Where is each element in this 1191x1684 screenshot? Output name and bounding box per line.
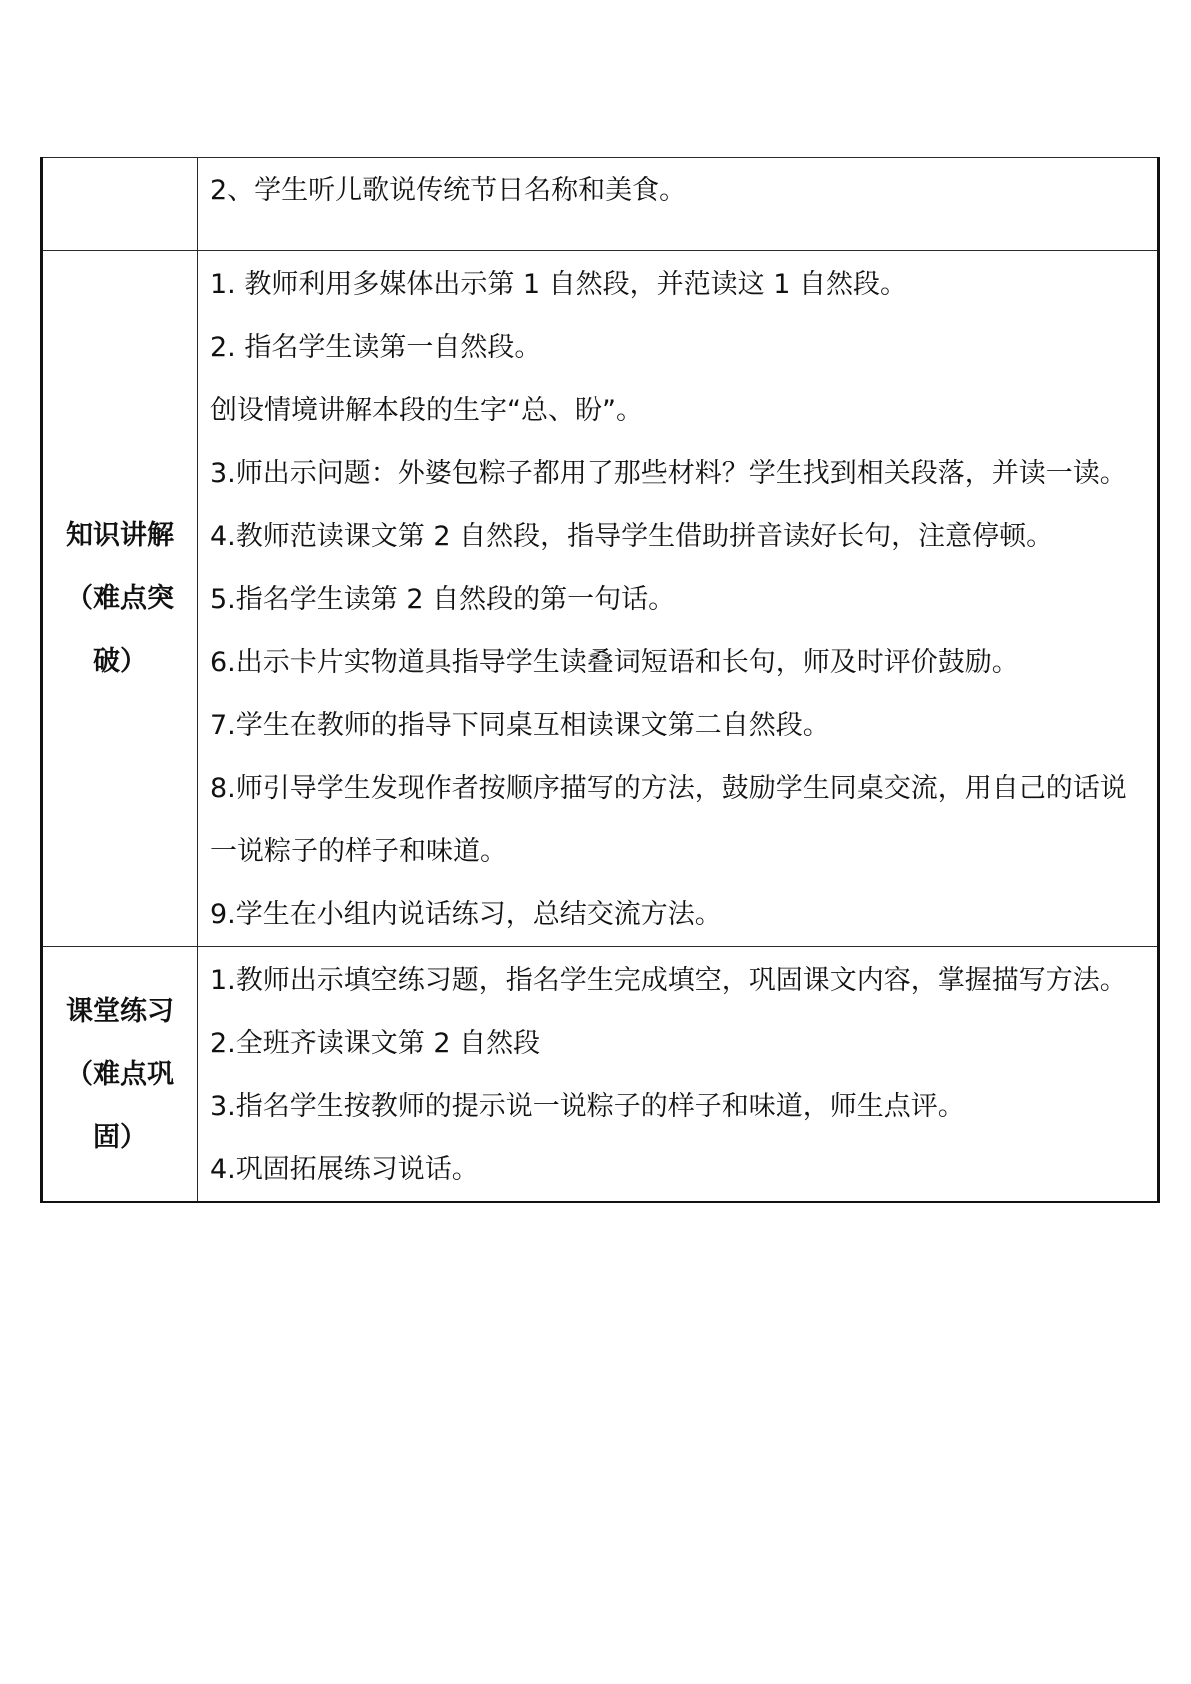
content-line: 1.教师出示填空练习题，指名学生完成填空，巩固课文内容，掌握描写方法。 [210, 965, 1127, 996]
content-line: 4.教师范读课文第 2 自然段，指导学生借助拼音读好长句，注意停顿。 [210, 521, 1054, 552]
content-line: 创设情境讲解本段的生字“总、盼”。 [210, 395, 643, 426]
row-label-cell [42, 251, 198, 947]
content-line: 1. 教师利用多媒体出示第 1 自然段，并范读这 1 自然段。 [210, 269, 908, 300]
row-content-cell [198, 158, 1159, 251]
table-row-practice [42, 947, 1159, 1203]
row-label: 知识讲解（难点突破） [66, 520, 174, 677]
row-label-cell [42, 158, 198, 251]
row-content-cell [198, 251, 1159, 947]
table-row-knowledge [42, 251, 1159, 947]
content-line: 6.出示卡片实物道具指导学生读叠词短语和长句，师及时评价鼓励。 [210, 647, 1019, 678]
content-line: 5.指名学生读第 2 自然段的第一句话。 [210, 584, 676, 615]
row-label: 课堂练习（难点巩固） [66, 995, 174, 1153]
content-line: 7.学生在教师的指导下同桌互相读课文第二自然段。 [210, 710, 830, 741]
row-label-cell [42, 947, 198, 1203]
content-line: 8.师引导学生发现作者按顺序描写的方法，鼓励学生同桌交流，用自己的话说一说粽子的样子和味道。 [210, 773, 1127, 867]
content-line: 2、学生听儿歌说传统节日名称和美食。 [210, 175, 687, 206]
content-line: 2. 指名学生读第一自然段。 [210, 332, 542, 363]
content-line: 9.学生在小组内说话练习，总结交流方法。 [210, 899, 722, 930]
content-line: 2.全班齐读课文第 2 自然段 [210, 1028, 541, 1059]
table-row-intro [42, 158, 1159, 251]
content-line: 4.巩固拓展练习说话。 [210, 1154, 479, 1185]
row-content-cell [198, 947, 1159, 1203]
content-line: 3.师出示问题：外婆包粽子都用了那些材料？学生找到相关段落，并读一读。 [210, 458, 1127, 489]
lesson-plan-table [40, 157, 1160, 1203]
content-line: 3.指名学生按教师的提示说一说粽子的样子和味道，师生点评。 [210, 1091, 965, 1122]
